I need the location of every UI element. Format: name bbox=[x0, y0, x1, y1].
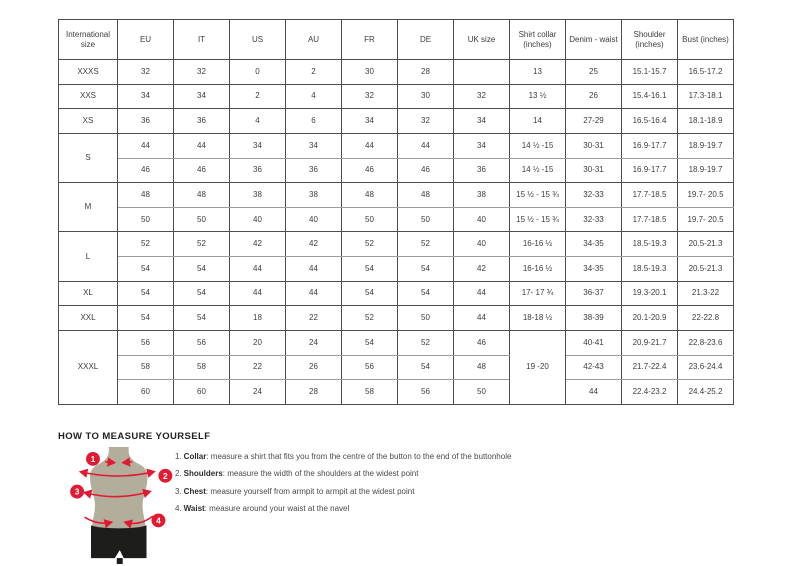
marker-badge-1 bbox=[86, 452, 100, 466]
table-cell: 36 bbox=[454, 158, 510, 183]
table-cell: 19.7- 20.5 bbox=[678, 183, 734, 208]
table-cell: 60 bbox=[174, 380, 230, 405]
table-cell: 20.9-21.7 bbox=[622, 330, 678, 355]
table-cell: 54 bbox=[118, 257, 174, 282]
table-cell: 13 bbox=[510, 60, 566, 85]
table-cell: 44 bbox=[566, 380, 622, 405]
table-cell: 52 bbox=[174, 232, 230, 257]
table-cell: 42 bbox=[454, 257, 510, 282]
table-cell: 32 bbox=[398, 109, 454, 134]
table-cell: 2 bbox=[286, 60, 342, 85]
table-cell: XXXL bbox=[59, 330, 118, 404]
table-cell: 16.5-17.2 bbox=[678, 60, 734, 85]
table-cell: 34 bbox=[230, 133, 286, 158]
table-cell: 32 bbox=[454, 84, 510, 109]
marker-badge-4 bbox=[151, 513, 165, 527]
table-cell: 40-41 bbox=[566, 330, 622, 355]
table-cell: 56 bbox=[342, 355, 398, 380]
table-cell: 46 bbox=[174, 158, 230, 183]
table-cell: 54 bbox=[398, 281, 454, 306]
instruction-chest bbox=[175, 483, 740, 500]
neck-measure-arrow-right bbox=[124, 462, 132, 463]
table-cell: 34 bbox=[174, 84, 230, 109]
table-cell: 36-37 bbox=[566, 281, 622, 306]
table-cell: 28 bbox=[286, 380, 342, 405]
table-cell: 0 bbox=[230, 60, 286, 85]
col-header-shirt-collar: Shirt collar (inches) bbox=[510, 20, 566, 60]
table-cell: 48 bbox=[398, 183, 454, 208]
table-cell: 23.6-24.4 bbox=[678, 355, 734, 380]
col-header-de: DE bbox=[398, 20, 454, 60]
table-cell: 44 bbox=[174, 133, 230, 158]
table-cell: 36 bbox=[230, 158, 286, 183]
measure-instructions bbox=[175, 448, 740, 518]
table-cell: 38 bbox=[286, 183, 342, 208]
table-cell: 44 bbox=[118, 133, 174, 158]
table-cell: 46 bbox=[118, 158, 174, 183]
table-cell: 54 bbox=[398, 257, 454, 282]
table-cell: 16.5-16.4 bbox=[622, 109, 678, 134]
col-header-fr: FR bbox=[342, 20, 398, 60]
table-cell: 22.4-23.2 bbox=[622, 380, 678, 405]
table-cell: 52 bbox=[398, 232, 454, 257]
table-cell: 19.7- 20.5 bbox=[678, 207, 734, 232]
table-cell: 24 bbox=[230, 380, 286, 405]
mannequin-stand bbox=[117, 558, 123, 564]
table-cell: 22.8-23.6 bbox=[678, 330, 734, 355]
table-cell: 54 bbox=[118, 306, 174, 331]
table-cell: 44 bbox=[398, 133, 454, 158]
table-cell: XXS bbox=[59, 84, 118, 109]
table-cell: 48 bbox=[174, 183, 230, 208]
table-cell: XXXS bbox=[59, 60, 118, 85]
table-cell: 58 bbox=[118, 355, 174, 380]
table-cell: 56 bbox=[398, 380, 454, 405]
table-cell: 54 bbox=[174, 281, 230, 306]
table-cell: 52 bbox=[118, 232, 174, 257]
table-cell: 22 bbox=[230, 355, 286, 380]
table-cell: XXL bbox=[59, 306, 118, 331]
table-cell: 18.9-19.7 bbox=[678, 133, 734, 158]
neck-measure-arrow-left bbox=[106, 462, 114, 463]
table-cell: 26 bbox=[566, 84, 622, 109]
table-cell: 44 bbox=[342, 133, 398, 158]
table-cell: 14 bbox=[510, 109, 566, 134]
table-cell: 54 bbox=[174, 306, 230, 331]
instruction-label: Collar bbox=[183, 452, 207, 461]
table-cell: 20.1-20.9 bbox=[622, 306, 678, 331]
table-cell: 2 bbox=[230, 84, 286, 109]
table-cell: 34 bbox=[454, 109, 510, 134]
table-cell: 32-33 bbox=[566, 207, 622, 232]
instruction-number: 2. bbox=[175, 469, 182, 479]
table-cell: 60 bbox=[118, 380, 174, 405]
table-cell: 16.9-17.7 bbox=[622, 158, 678, 183]
table-cell: 21.7-22.4 bbox=[622, 355, 678, 380]
table-cell: 50 bbox=[454, 380, 510, 405]
table-cell: 16-16 ½ bbox=[510, 232, 566, 257]
table-cell: 30-31 bbox=[566, 133, 622, 158]
col-header-uk-size: UK size bbox=[454, 20, 510, 60]
table-cell: 58 bbox=[342, 380, 398, 405]
table-cell: 18.5-19.3 bbox=[622, 257, 678, 282]
table-cell: 14 ½ -15 bbox=[510, 158, 566, 183]
table-cell: 27-29 bbox=[566, 109, 622, 134]
table-cell: XL bbox=[59, 281, 118, 306]
table-cell: 13 ½ bbox=[510, 84, 566, 109]
table-cell: 44 bbox=[454, 281, 510, 306]
table-cell: 20.5-21.3 bbox=[678, 232, 734, 257]
table-cell bbox=[454, 60, 510, 85]
table-cell: 17.7-18.5 bbox=[622, 207, 678, 232]
table-cell: 50 bbox=[174, 207, 230, 232]
col-header-denim-waist: Denim - waist bbox=[566, 20, 622, 60]
table-cell: L bbox=[59, 232, 118, 281]
table-cell: 46 bbox=[454, 330, 510, 355]
marker-number-3: 3 bbox=[74, 486, 80, 497]
instruction-waist bbox=[175, 500, 740, 517]
marker-number-2: 2 bbox=[163, 470, 168, 481]
table-cell: 54 bbox=[342, 330, 398, 355]
table-cell: 38 bbox=[454, 183, 510, 208]
shorts bbox=[91, 525, 147, 558]
table-cell: 4 bbox=[230, 109, 286, 134]
col-header-eu: EU bbox=[118, 20, 174, 60]
table-cell: 50 bbox=[118, 207, 174, 232]
col-header-au: AU bbox=[286, 20, 342, 60]
table-cell: 32 bbox=[342, 84, 398, 109]
size-table-section bbox=[58, 19, 734, 405]
instruction-shoulders bbox=[175, 465, 740, 482]
table-cell: 36 bbox=[286, 158, 342, 183]
table-cell: 54 bbox=[342, 281, 398, 306]
table-cell: 18.9-19.7 bbox=[678, 158, 734, 183]
table-cell: 38 bbox=[230, 183, 286, 208]
instruction-collar bbox=[175, 448, 740, 465]
col-header-shoulder: Shoulder (inches) bbox=[622, 20, 678, 60]
table-cell: 24 bbox=[286, 330, 342, 355]
marker-badge-2 bbox=[158, 469, 172, 483]
table-cell: 30-31 bbox=[566, 158, 622, 183]
table-cell: 58 bbox=[174, 355, 230, 380]
table-cell: 32 bbox=[174, 60, 230, 85]
instruction-text: : measure a shirt that fits you from the centre of the button to the end of the buttonhole bbox=[206, 452, 512, 461]
table-cell: 14 ½ -15 bbox=[510, 133, 566, 158]
table-cell: 46 bbox=[398, 158, 454, 183]
table-cell: 15 ½ - 15 ¾ bbox=[510, 183, 566, 208]
table-cell: 16.9-17.7 bbox=[622, 133, 678, 158]
size-table-body bbox=[59, 60, 734, 405]
table-cell: 48 bbox=[342, 183, 398, 208]
table-cell: 19 -20 bbox=[510, 330, 566, 404]
table-cell: 26 bbox=[286, 355, 342, 380]
table-cell: 34 bbox=[454, 133, 510, 158]
marker-badge-3 bbox=[70, 485, 84, 499]
table-cell: 20 bbox=[230, 330, 286, 355]
table-cell: 30 bbox=[398, 84, 454, 109]
table-cell: 40 bbox=[454, 207, 510, 232]
instruction-text: : measure yourself from armpit to armpit at the widest point bbox=[205, 486, 415, 496]
col-header-bust: Bust (inches) bbox=[678, 20, 734, 60]
table-cell: 30 bbox=[342, 60, 398, 85]
table-cell: 18.5-19.3 bbox=[622, 232, 678, 257]
col-header-us: US bbox=[230, 20, 286, 60]
table-cell: 52 bbox=[398, 330, 454, 355]
instruction-label: Waist bbox=[183, 504, 205, 514]
table-cell: 28 bbox=[398, 60, 454, 85]
table-cell: 52 bbox=[342, 306, 398, 331]
table-cell: 36 bbox=[174, 109, 230, 134]
table-cell: 40 bbox=[230, 207, 286, 232]
marker-number-4: 4 bbox=[156, 515, 161, 526]
table-cell: 50 bbox=[398, 306, 454, 331]
table-cell: 36 bbox=[118, 109, 174, 134]
table-cell: 56 bbox=[174, 330, 230, 355]
table-cell: 38-39 bbox=[566, 306, 622, 331]
table-cell: 52 bbox=[342, 232, 398, 257]
table-cell: 44 bbox=[286, 281, 342, 306]
size-table-header bbox=[59, 20, 734, 60]
table-cell: 50 bbox=[398, 207, 454, 232]
table-cell: 34-35 bbox=[566, 257, 622, 282]
table-cell: 6 bbox=[286, 109, 342, 134]
table-cell: 56 bbox=[118, 330, 174, 355]
table-cell: 44 bbox=[230, 281, 286, 306]
table-cell: 40 bbox=[454, 232, 510, 257]
table-cell: 20.5-21.3 bbox=[678, 257, 734, 282]
table-cell: 44 bbox=[230, 257, 286, 282]
instruction-number: 3. bbox=[175, 486, 182, 496]
table-cell: 54 bbox=[398, 355, 454, 380]
table-cell: 54 bbox=[342, 257, 398, 282]
table-cell: 15.4-16.1 bbox=[622, 84, 678, 109]
table-cell: 42 bbox=[286, 232, 342, 257]
table-cell: 17- 17 ¾ bbox=[510, 281, 566, 306]
table-cell: 44 bbox=[454, 306, 510, 331]
table-cell: 22-22.8 bbox=[678, 306, 734, 331]
table-cell: 40 bbox=[286, 207, 342, 232]
table-cell: 34-35 bbox=[566, 232, 622, 257]
table-cell: 17.3-18.1 bbox=[678, 84, 734, 109]
table-cell: 46 bbox=[342, 158, 398, 183]
table-cell: 18.1-18.9 bbox=[678, 109, 734, 134]
table-cell: 44 bbox=[286, 257, 342, 282]
table-cell: 19.3-20.1 bbox=[622, 281, 678, 306]
instruction-label: Shoulders bbox=[183, 469, 223, 479]
table-cell: 34 bbox=[342, 109, 398, 134]
table-cell: 42-43 bbox=[566, 355, 622, 380]
table-cell: M bbox=[59, 183, 118, 232]
table-cell: 21.3-22 bbox=[678, 281, 734, 306]
table-cell: 4 bbox=[286, 84, 342, 109]
table-cell: 54 bbox=[118, 281, 174, 306]
col-header-international-size: International size bbox=[59, 20, 118, 60]
table-cell: 25 bbox=[566, 60, 622, 85]
table-cell: XS bbox=[59, 109, 118, 134]
instruction-number: 4. bbox=[175, 504, 182, 514]
measure-heading: HOW TO MEASURE YOURSELF bbox=[58, 431, 211, 442]
table-cell: 50 bbox=[342, 207, 398, 232]
table-cell: 32 bbox=[118, 60, 174, 85]
table-cell: 15 ½ - 15 ¾ bbox=[510, 207, 566, 232]
table-cell: 17.7-18.5 bbox=[622, 183, 678, 208]
table-cell: 32-33 bbox=[566, 183, 622, 208]
table-cell: 18-18 ½ bbox=[510, 306, 566, 331]
table-cell: S bbox=[59, 133, 118, 182]
col-header-it: IT bbox=[174, 20, 230, 60]
instruction-number: 1. bbox=[175, 452, 182, 461]
table-cell: 48 bbox=[454, 355, 510, 380]
instruction-label: Chest bbox=[183, 486, 206, 496]
instruction-text: : measure around your waist at the navel bbox=[204, 504, 350, 514]
size-chart-table bbox=[58, 19, 734, 405]
table-cell: 22 bbox=[286, 306, 342, 331]
table-cell: 34 bbox=[118, 84, 174, 109]
table-cell: 48 bbox=[118, 183, 174, 208]
table-cell: 15.1-15.7 bbox=[622, 60, 678, 85]
table-cell: 34 bbox=[286, 133, 342, 158]
marker-number-1: 1 bbox=[90, 453, 96, 464]
table-cell: 24.4-25.2 bbox=[678, 380, 734, 405]
table-cell: 54 bbox=[174, 257, 230, 282]
table-cell: 16-16 ½ bbox=[510, 257, 566, 282]
instruction-text: : measure the width of the shoulders at the widest point bbox=[222, 469, 419, 479]
table-cell: 18 bbox=[230, 306, 286, 331]
table-cell: 42 bbox=[230, 232, 286, 257]
